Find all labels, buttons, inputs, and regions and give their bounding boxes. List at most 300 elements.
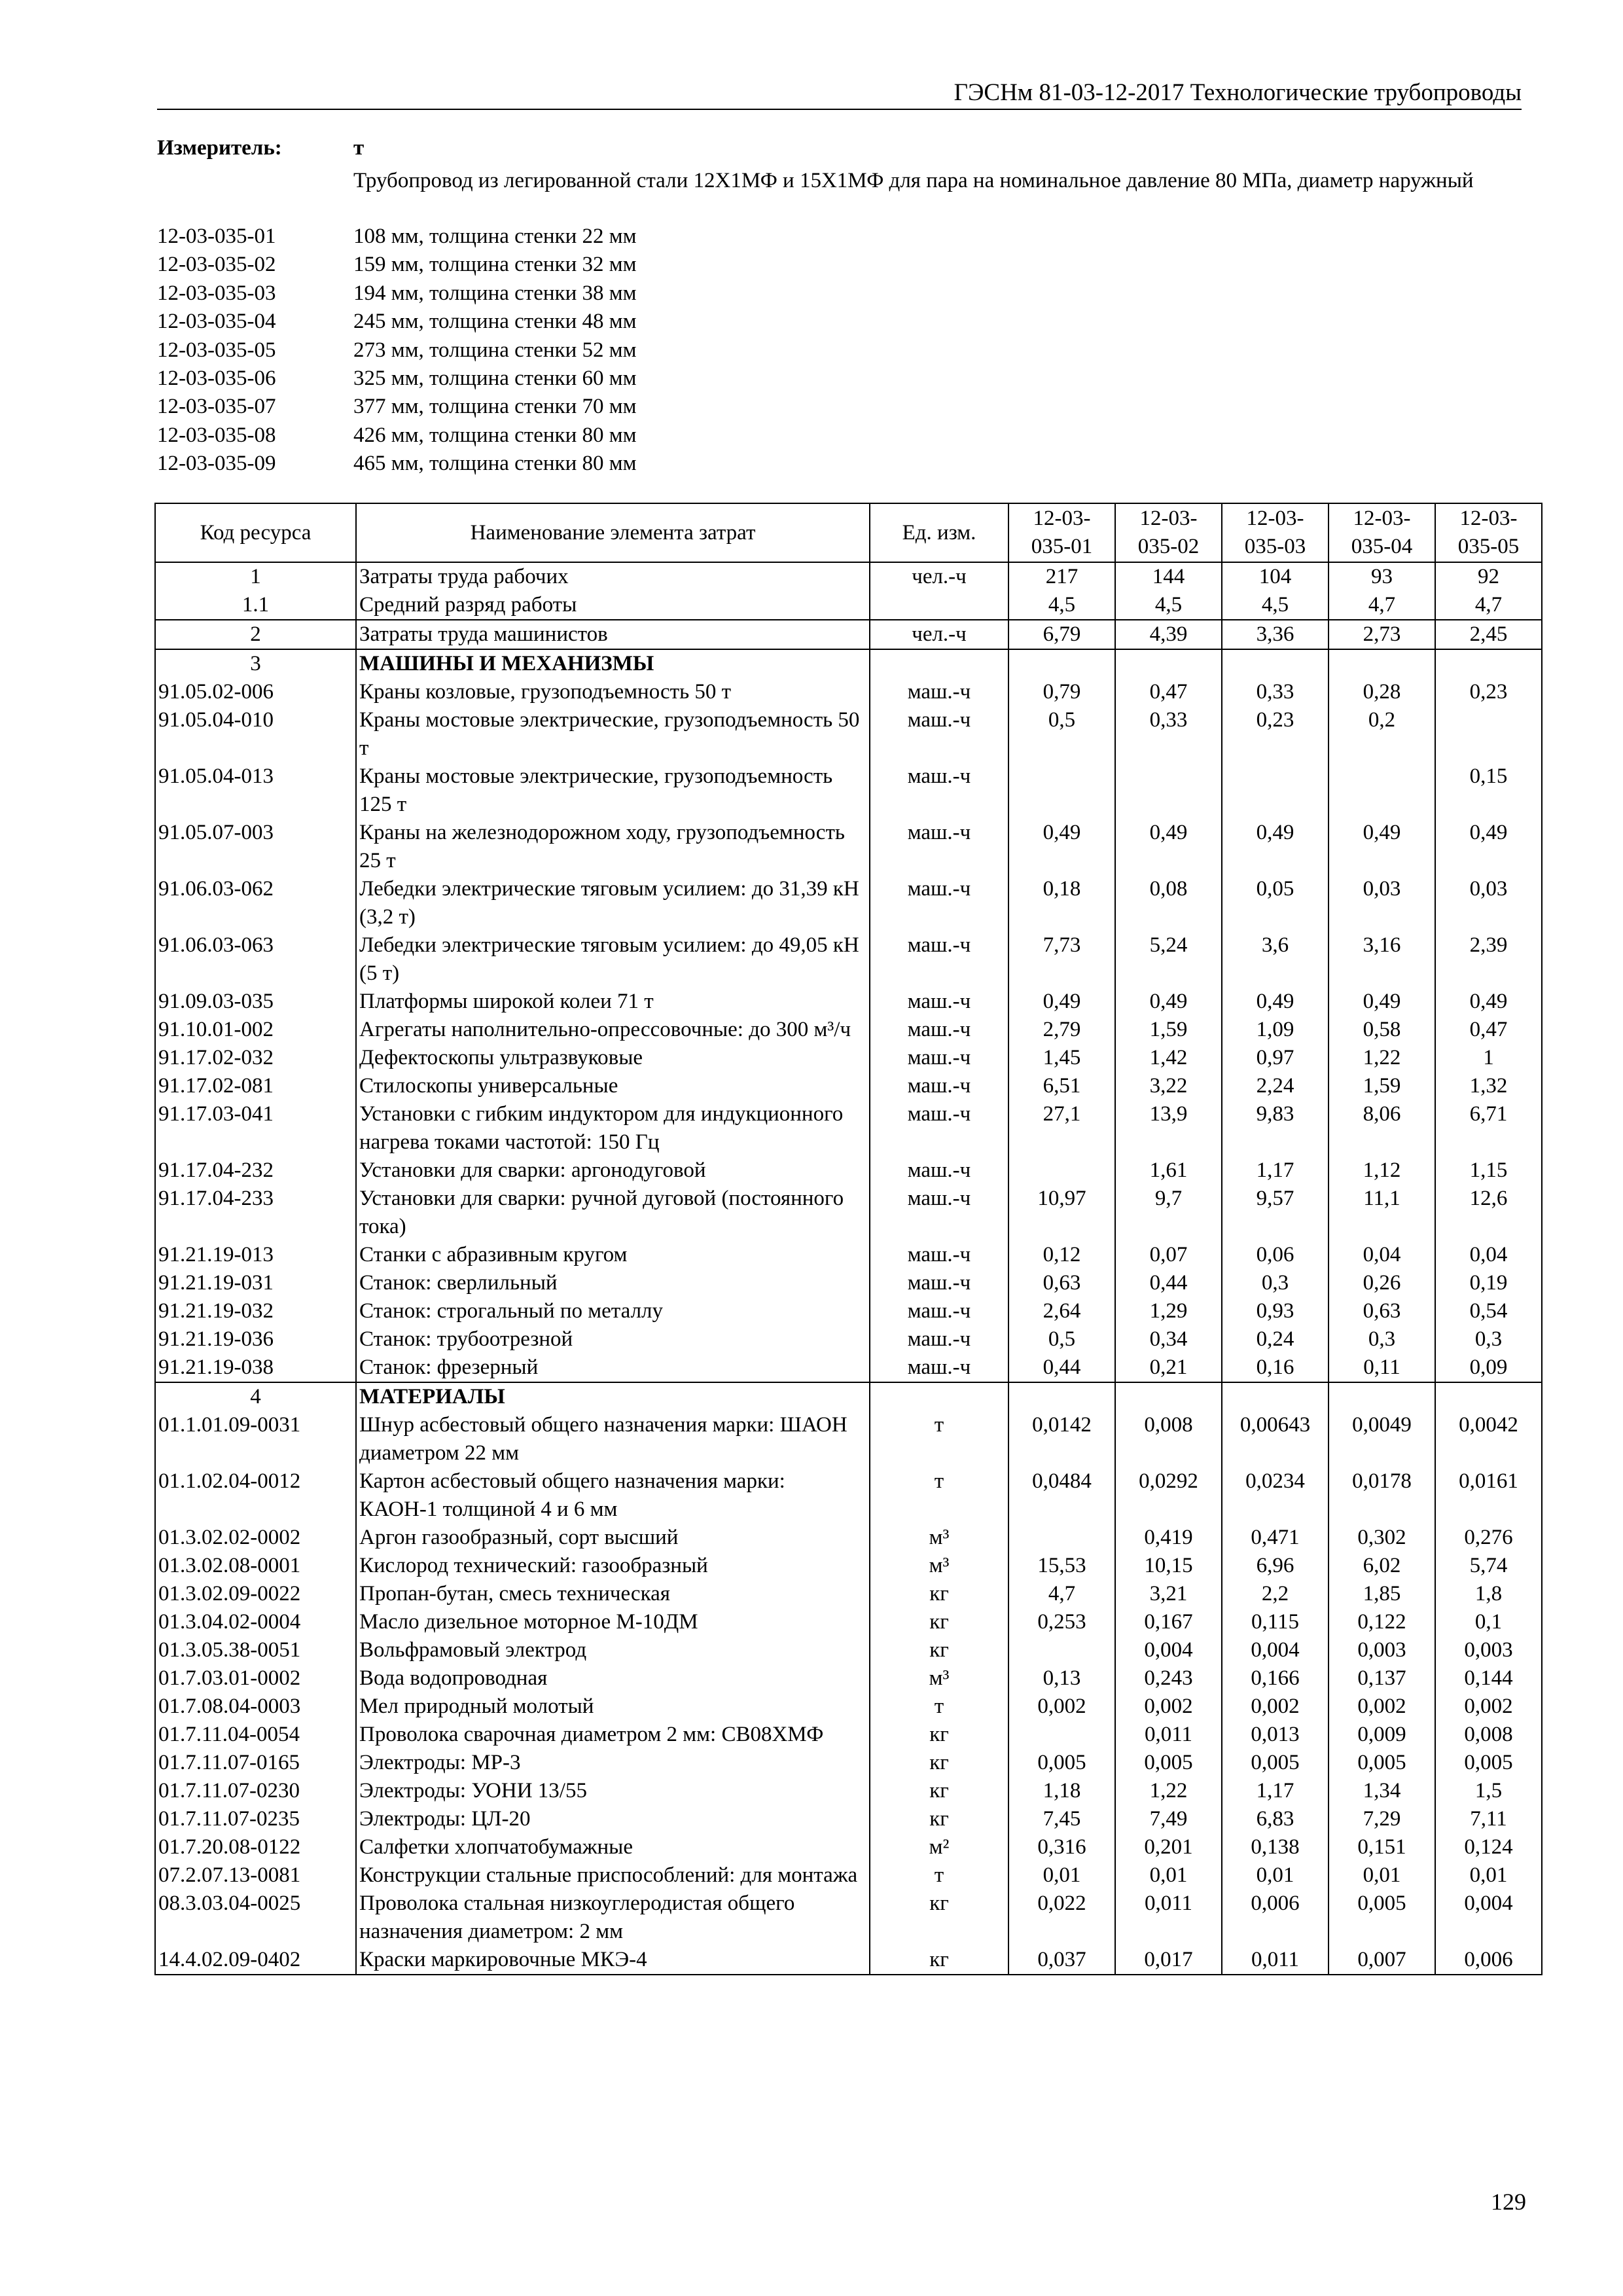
resource-unit: кг [870,1805,1008,1833]
resource-value: 0,0042 [1435,1411,1542,1467]
resource-value: 0,007 [1329,1946,1435,1975]
resource-unit: м² [870,1833,1008,1861]
resource-name: Салфетки хлопчатобумажные [356,1833,870,1861]
resource-value: 0,01 [1008,1861,1115,1890]
resource-value: 0,49 [1008,988,1115,1016]
table-row [155,1721,1542,1749]
resource-value: 0,166 [1222,1664,1329,1693]
resource-value: 0,49 [1115,988,1222,1016]
resource-value: 0,00643 [1222,1411,1329,1467]
resource-unit: маш.-ч [870,819,1008,875]
resource-unit: маш.-ч [870,678,1008,706]
resource-value: 0,47 [1435,1016,1542,1044]
resource-value: 0,0292 [1115,1467,1222,1524]
header-col-1: 12-03- 035-01 [1008,503,1115,562]
resource-value: 0,002 [1329,1693,1435,1721]
resource-value [1329,762,1435,819]
table-row [155,1354,1542,1382]
resource-value: 9,57 [1222,1185,1329,1241]
item-code: 12-03-035-06 [157,366,276,390]
resource-value: 6,79 [1008,620,1115,649]
resource-value: 1,18 [1008,1777,1115,1805]
resource-value: 0,017 [1115,1946,1222,1975]
resource-value [1222,1382,1329,1411]
resource-unit: чел.-ч [870,562,1008,591]
resource-code: 4 [155,1382,356,1411]
resource-value: 0,49 [1435,819,1542,875]
item-code: 12-03-035-05 [157,338,276,362]
resource-code: 91.21.19-013 [155,1241,356,1269]
table-row [155,649,1542,678]
resource-value: 0,002 [1008,1693,1115,1721]
resource-value: 1,34 [1329,1777,1435,1805]
resource-name: Лебедки электрические тяговым усилием: до 31,39 кН (3,2 т) [356,875,870,931]
resource-value: 0,3 [1222,1269,1329,1297]
resource-value: 3,21 [1115,1580,1222,1608]
resource-value: 3,22 [1115,1072,1222,1100]
resource-value: 1,29 [1115,1297,1222,1325]
resource-value: 0,49 [1222,988,1329,1016]
table-row [155,1467,1542,1524]
resource-value: 0,63 [1329,1297,1435,1325]
resource-value: 0,115 [1222,1608,1329,1636]
resource-code: 01.7.20.08-0122 [155,1833,356,1861]
table-row [155,988,1542,1016]
table-row [155,1297,1542,1325]
resource-value: 1 [1435,1044,1542,1072]
resource-value: 0,2 [1329,706,1435,762]
resource-value: 0,002 [1115,1693,1222,1721]
resource-value: 10,15 [1115,1552,1222,1580]
resource-value [1115,649,1222,678]
resource-value: 0,49 [1115,819,1222,875]
resource-unit: чел.-ч [870,620,1008,649]
resource-value: 0,253 [1008,1608,1115,1636]
resource-value [1008,1157,1115,1185]
resource-value [1008,1636,1115,1664]
resource-value: 0,49 [1329,988,1435,1016]
resource-value: 1,8 [1435,1580,1542,1608]
table-row [155,1805,1542,1833]
resource-value [1222,649,1329,678]
resource-value: 0,004 [1222,1636,1329,1664]
resource-value: 1,15 [1435,1157,1542,1185]
table-row [155,1890,1542,1946]
resource-name: Электроды: МР-3 [356,1749,870,1777]
resource-value: 9,7 [1115,1185,1222,1241]
resource-code: 91.05.04-013 [155,762,356,819]
resource-unit: кг [870,1608,1008,1636]
resource-code: 01.3.05.38-0051 [155,1636,356,1664]
resource-value: 0,008 [1435,1721,1542,1749]
resource-value: 0,008 [1115,1411,1222,1467]
resource-code: 01.3.04.02-0004 [155,1608,356,1636]
resource-unit: т [870,1467,1008,1524]
table-row [155,1185,1542,1241]
resource-unit: м³ [870,1524,1008,1552]
table-row [155,931,1542,988]
item-description: 245 мм, толщина стенки 48 мм [353,310,637,334]
table-row [155,706,1542,762]
resource-value: 0,03 [1329,875,1435,931]
resource-unit: маш.-ч [870,875,1008,931]
table-row [155,1749,1542,1777]
table-row [155,1636,1542,1664]
resource-unit: кг [870,1749,1008,1777]
table-row [155,1861,1542,1890]
resource-code: 01.7.11.07-0230 [155,1777,356,1805]
resource-value: 1,17 [1222,1157,1329,1185]
resource-value: 0,005 [1008,1749,1115,1777]
table-row [155,620,1542,649]
resource-name: Шнур асбестовый общего назначения марки: ШАОН диаметром 22 мм [356,1411,870,1467]
resource-value: 4,7 [1329,591,1435,620]
resource-name: Установки для сварки: ручной дуговой (постоянного тока) [356,1185,870,1241]
resource-name: Мел природный молотый [356,1693,870,1721]
resource-unit [870,591,1008,620]
code-list-item [157,336,637,365]
resource-value [1222,762,1329,819]
resource-name: Затраты труда рабочих [356,562,870,591]
table-row [155,819,1542,875]
table-row [155,1382,1542,1411]
resource-name: МАТЕРИАЛЫ [356,1382,870,1411]
measure-label: Измеритель: [157,136,282,160]
resource-unit: кг [870,1946,1008,1975]
resource-value: 0,44 [1115,1269,1222,1297]
resource-name: Станки с абразивным кругом [356,1241,870,1269]
resource-value: 0,49 [1222,819,1329,875]
resource-value: 13,9 [1115,1100,1222,1157]
item-description: 426 мм, толщина стенки 80 мм [353,423,637,447]
resource-value [1008,1524,1115,1552]
resource-value [1435,706,1542,762]
resource-unit: кг [870,1777,1008,1805]
resource-value: 0,011 [1115,1890,1222,1946]
resource-unit: кг [870,1580,1008,1608]
resource-value: 0,138 [1222,1833,1329,1861]
resource-value: 0,24 [1222,1325,1329,1354]
resource-value: 4,5 [1222,591,1329,620]
resource-value: 0,16 [1222,1354,1329,1382]
resource-unit: маш.-ч [870,1157,1008,1185]
resource-value: 1,61 [1115,1157,1222,1185]
resource-name: Установки для сварки: аргонодуговой [356,1157,870,1185]
resource-value: 8,06 [1329,1100,1435,1157]
resource-value: 0,003 [1329,1636,1435,1664]
resource-name: Стилоскопы универсальные [356,1072,870,1100]
resource-value: 0,34 [1115,1325,1222,1354]
resource-value: 0,79 [1008,678,1115,706]
resource-value: 15,53 [1008,1552,1115,1580]
resource-value: 0,06 [1222,1241,1329,1269]
resource-value: 0,08 [1115,875,1222,931]
table-row [155,1946,1542,1975]
document-title: ГЭСНм 81-03-12-2017 Технологические трубопроводы [954,79,1522,106]
resource-value: 0,243 [1115,1664,1222,1693]
resource-name: Краны мостовые электрические, грузоподъемность 50 т [356,706,870,762]
resource-value: 2,39 [1435,931,1542,988]
resource-code: 1 [155,562,356,591]
resource-unit: м³ [870,1664,1008,1693]
resource-name: Агрегаты наполнительно-опрессовочные: до 300 м³/ч [356,1016,870,1044]
resource-code: 08.3.03.04-0025 [155,1890,356,1946]
resource-value: 92 [1435,562,1542,591]
item-code: 12-03-035-08 [157,423,276,447]
resource-code: 01.7.08.04-0003 [155,1693,356,1721]
table-row [155,591,1542,620]
resource-name: Затраты труда машинистов [356,620,870,649]
resource-value: 6,96 [1222,1552,1329,1580]
resource-value [1008,1382,1115,1411]
resource-unit: кг [870,1636,1008,1664]
resource-value [1008,649,1115,678]
resource-value: 7,11 [1435,1805,1542,1833]
resource-unit: кг [870,1890,1008,1946]
resource-name: Аргон газообразный, сорт высший [356,1524,870,1552]
resource-unit: т [870,1411,1008,1467]
resource-name: Вода водопроводная [356,1664,870,1693]
resource-value: 7,29 [1329,1805,1435,1833]
resource-table [154,503,1543,1975]
resource-unit: м³ [870,1552,1008,1580]
resource-value: 1,09 [1222,1016,1329,1044]
resource-value: 0,19 [1435,1269,1542,1297]
resource-value: 7,49 [1115,1805,1222,1833]
resource-name: Станок: трубоотрезной [356,1325,870,1354]
resource-value: 0,122 [1329,1608,1435,1636]
resource-value: 3,36 [1222,620,1329,649]
table-row [155,1664,1542,1693]
resource-value: 0,006 [1435,1946,1542,1975]
item-description: 108 мм, толщина стенки 22 мм [353,224,637,248]
resource-code: 91.21.19-031 [155,1269,356,1297]
resource-value: 0,276 [1435,1524,1542,1552]
resource-unit: маш.-ч [870,1044,1008,1072]
resource-value: 1,59 [1115,1016,1222,1044]
resource-value: 10,97 [1008,1185,1115,1241]
resource-value: 0,137 [1329,1664,1435,1693]
resource-value: 0,01 [1222,1861,1329,1890]
resource-code: 91.17.02-032 [155,1044,356,1072]
resource-value: 5,24 [1115,931,1222,988]
resource-value: 4,39 [1115,620,1222,649]
resource-value: 0,07 [1115,1241,1222,1269]
item-description: 377 мм, толщина стенки 70 мм [353,395,637,419]
resource-value: 0,04 [1329,1241,1435,1269]
resource-value: 0,05 [1222,875,1329,931]
resource-value: 0,01 [1435,1861,1542,1890]
resource-value: 0,006 [1222,1890,1329,1946]
resource-value: 1,22 [1115,1777,1222,1805]
resource-name: Вольфрамовый электрод [356,1636,870,1664]
resource-unit: маш.-ч [870,1269,1008,1297]
resource-value: 0,005 [1435,1749,1542,1777]
table-row [155,1325,1542,1354]
resource-value: 0,0234 [1222,1467,1329,1524]
resource-value: 0,23 [1222,706,1329,762]
resource-value: 0,58 [1329,1016,1435,1044]
resource-value: 0,011 [1222,1946,1329,1975]
resource-code: 91.10.01-002 [155,1016,356,1044]
resource-code: 91.17.04-233 [155,1185,356,1241]
item-code: 12-03-035-01 [157,224,276,248]
measure-description: Трубопровод из легированной стали 12Х1МФ и 15Х1МФ для пара на номинальное давление 80 МПа, диаметр наружный [353,169,1474,192]
table-row [155,1608,1542,1636]
resource-value: 0,04 [1435,1241,1542,1269]
code-list-item [157,393,637,421]
header-col-4: 12-03- 035-04 [1329,503,1435,562]
resource-value: 4,7 [1435,591,1542,620]
resource-value: 0,63 [1008,1269,1115,1297]
resource-value: 0,09 [1435,1354,1542,1382]
resource-value: 4,7 [1008,1580,1115,1608]
resource-value [1008,1721,1115,1749]
table-row [155,1411,1542,1467]
measure-unit: т [353,136,365,160]
resource-value: 0,0161 [1435,1467,1542,1524]
resource-value [1115,1382,1222,1411]
item-description: 159 мм, толщина стенки 32 мм [353,253,637,277]
resource-value: 0,47 [1115,678,1222,706]
table-row [155,1072,1542,1100]
resource-unit: маш.-ч [870,1297,1008,1325]
resource-name: Станок: строгальный по металлу [356,1297,870,1325]
resource-code: 01.7.11.07-0165 [155,1749,356,1777]
resource-value: 0,0178 [1329,1467,1435,1524]
resource-unit [870,1382,1008,1411]
resource-value: 1,59 [1329,1072,1435,1100]
resource-value: 0,003 [1435,1636,1542,1664]
resource-unit: маш.-ч [870,762,1008,819]
resource-value: 0,0142 [1008,1411,1115,1467]
resource-value: 1,32 [1435,1072,1542,1100]
resource-value: 0,005 [1115,1749,1222,1777]
resource-value: 0,002 [1222,1693,1329,1721]
resource-value: 0,54 [1435,1297,1542,1325]
resource-name: Краны козловые, грузоподъемность 50 т [356,678,870,706]
resource-value: 6,51 [1008,1072,1115,1100]
resource-value: 0,419 [1115,1524,1222,1552]
resource-value: 104 [1222,562,1329,591]
item-description: 325 мм, толщина стенки 60 мм [353,366,637,390]
resource-code: 01.1.02.04-0012 [155,1467,356,1524]
resource-name: Краски маркировочные МКЭ-4 [356,1946,870,1975]
resource-name: Проволока стальная низкоуглеродистая общего назначения диаметром: 2 мм [356,1890,870,1946]
resource-value: 9,83 [1222,1100,1329,1157]
resource-value: 0,3 [1435,1325,1542,1354]
resource-code: 01.3.02.08-0001 [155,1552,356,1580]
resource-value: 0,201 [1115,1833,1222,1861]
resource-name: Электроды: УОНИ 13/55 [356,1777,870,1805]
resource-code: 91.17.04-232 [155,1157,356,1185]
resource-unit: маш.-ч [870,706,1008,762]
resource-value: 0,0049 [1329,1411,1435,1467]
resource-value: 0,49 [1435,988,1542,1016]
table-header-row [155,503,1542,562]
resource-value: 0,004 [1435,1890,1542,1946]
resource-value: 0,13 [1008,1664,1115,1693]
resource-code: 01.1.01.09-0031 [155,1411,356,1467]
resource-value: 0,97 [1222,1044,1329,1072]
resource-code: 91.21.19-032 [155,1297,356,1325]
resource-name: Лебедки электрические тяговым усилием: до 49,05 кН (5 т) [356,931,870,988]
resource-unit: маш.-ч [870,1185,1008,1241]
resource-code: 91.09.03-035 [155,988,356,1016]
resource-unit: т [870,1693,1008,1721]
resource-code: 2 [155,620,356,649]
resource-value: 0,316 [1008,1833,1115,1861]
header-name: Наименование элемента затрат [356,503,870,562]
table-row [155,1100,1542,1157]
resource-value [1008,762,1115,819]
resource-value: 0,01 [1115,1861,1222,1890]
page-number: 129 [1491,2189,1526,2215]
table-row [155,875,1542,931]
resource-unit: маш.-ч [870,988,1008,1016]
table-row [155,1552,1542,1580]
resource-value: 0,151 [1329,1833,1435,1861]
code-list-item [157,223,637,251]
code-list-item [157,251,637,279]
resource-value: 3,6 [1222,931,1329,988]
resource-code: 01.7.11.07-0235 [155,1805,356,1833]
resource-unit: маш.-ч [870,1325,1008,1354]
resource-code: 01.7.03.01-0002 [155,1664,356,1693]
header-unit: Ед. изм. [870,503,1008,562]
resource-value: 1,85 [1329,1580,1435,1608]
resource-value: 0,33 [1115,706,1222,762]
resource-value: 0,3 [1329,1325,1435,1354]
resource-name: Конструкции стальные приспособлений: для монтажа [356,1861,870,1890]
resource-value: 27,1 [1008,1100,1115,1157]
resource-code: 01.3.02.09-0022 [155,1580,356,1608]
resource-value: 0,167 [1115,1608,1222,1636]
resource-value: 1,17 [1222,1777,1329,1805]
resource-name: МАШИНЫ И МЕХАНИЗМЫ [356,649,870,678]
resource-value: 6,02 [1329,1552,1435,1580]
table-row [155,678,1542,706]
resource-name: Средний разряд работы [356,591,870,620]
resource-value: 5,74 [1435,1552,1542,1580]
resource-value: 2,24 [1222,1072,1329,1100]
resource-value: 0,004 [1115,1636,1222,1664]
table-row [155,1580,1542,1608]
resource-value: 0,0484 [1008,1467,1115,1524]
resource-value: 0,471 [1222,1524,1329,1552]
resource-value: 0,011 [1115,1721,1222,1749]
resource-code: 91.21.19-036 [155,1325,356,1354]
resource-value: 1,22 [1329,1044,1435,1072]
resource-code: 01.3.02.02-0002 [155,1524,356,1552]
resource-value [1115,762,1222,819]
resource-unit: маш.-ч [870,1354,1008,1382]
resource-unit: маш.-ч [870,1241,1008,1269]
resource-value: 4,5 [1115,591,1222,620]
resource-value: 144 [1115,562,1222,591]
code-list [157,223,637,478]
header-col-2: 12-03- 035-02 [1115,503,1222,562]
resource-name: Картон асбестовый общего назначения марки: КАОН-1 толщиной 4 и 6 мм [356,1467,870,1524]
table-row [155,1269,1542,1297]
resource-value: 0,03 [1435,875,1542,931]
resource-unit: маш.-ч [870,1100,1008,1157]
resource-value [1329,1382,1435,1411]
resource-name: Масло дизельное моторное М-10ДМ [356,1608,870,1636]
resource-code: 01.7.11.04-0054 [155,1721,356,1749]
header-col-3: 12-03- 035-03 [1222,503,1329,562]
code-list-item [157,422,637,450]
